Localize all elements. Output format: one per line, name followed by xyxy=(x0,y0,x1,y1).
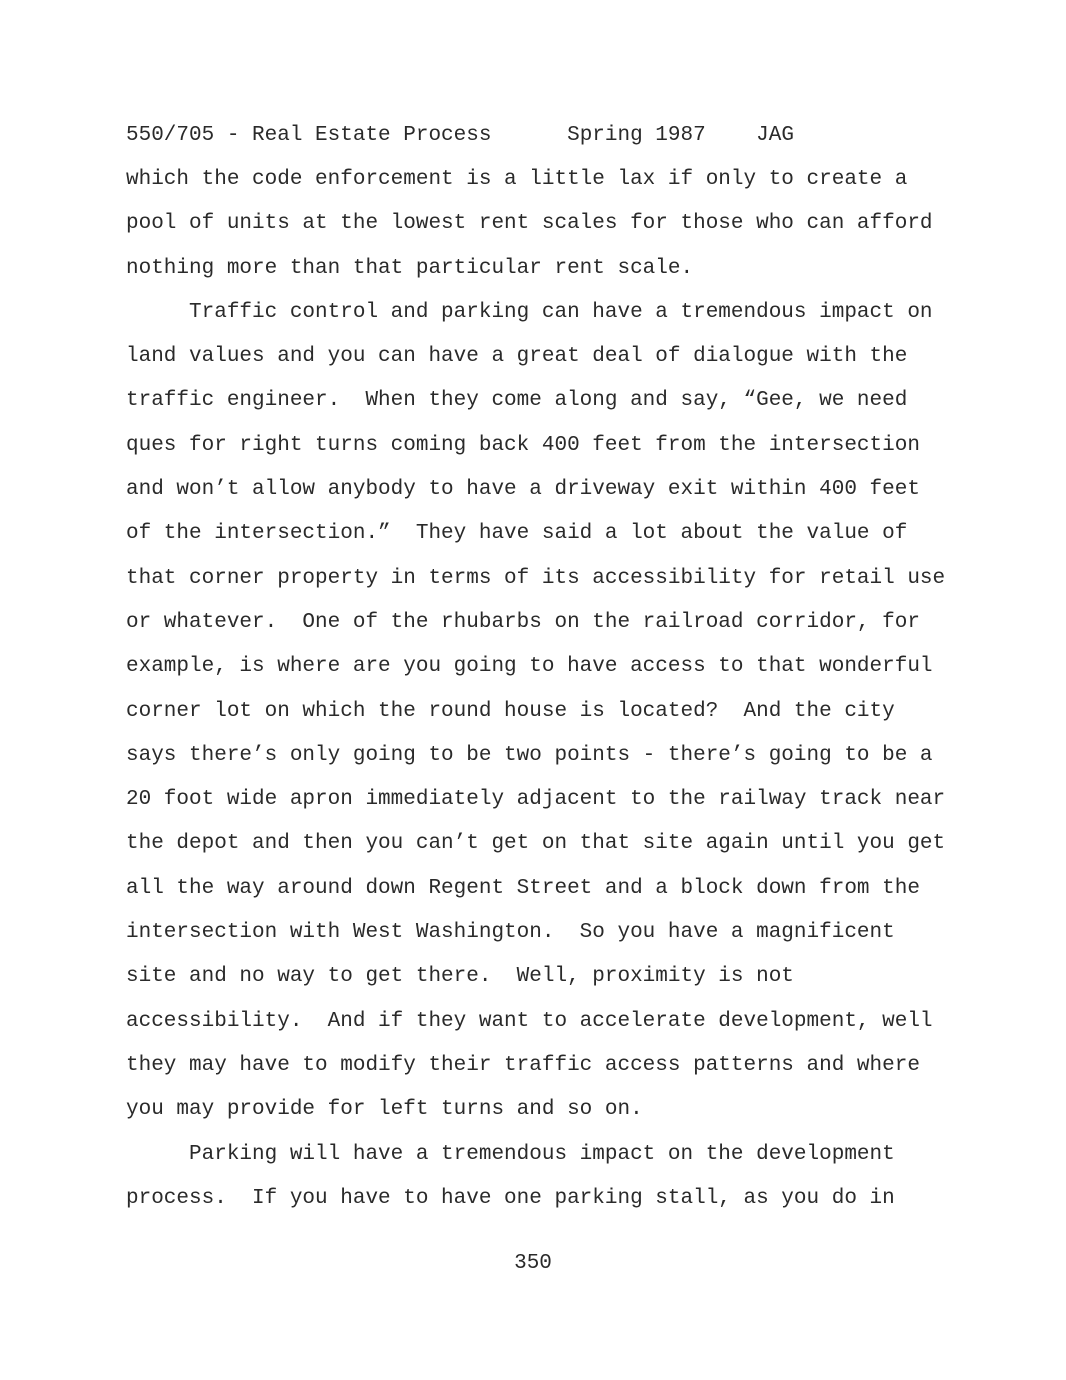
text-line: example, is where are you going to have access to that wonderful xyxy=(126,655,933,679)
text-line: ques for right turns coming back 400 feet from the intersection xyxy=(126,433,920,457)
text-line: nothing more than that particular rent scale. xyxy=(126,256,694,280)
text-line: they may have to modify their traffic access patterns and where xyxy=(126,1053,920,1077)
text-line: all the way around down Regent Street and a block down from the xyxy=(126,876,920,900)
header-term: Spring 1987 xyxy=(567,124,706,147)
text-line: corner lot on which the round house is located? And the city xyxy=(126,699,895,723)
text-line: pool of units at the lowest rent scales for those who can afford xyxy=(126,212,933,236)
text-line: that corner property in terms of its accessibility for retail use xyxy=(126,566,946,590)
text-line: Parking will have a tremendous impact on the development xyxy=(126,1142,895,1166)
text-line: or whatever. One of the rhubarbs on the railroad corridor, for xyxy=(126,610,920,634)
text-line: and won’t allow anybody to have a driveway exit within 400 feet xyxy=(126,478,920,502)
text-line: Traffic control and parking can have a tremendous impact on xyxy=(126,300,933,324)
text-line: 20 foot wide apron immediately adjacent to the railway track near xyxy=(126,788,946,812)
text-line: accessibility. And if they want to accelerate development, well xyxy=(126,1009,933,1033)
text-line: traffic engineer. When they come along and say, “Gee, we need xyxy=(126,389,908,413)
text-line: land values and you can have a great deal of dialogue with the xyxy=(126,345,908,369)
text-line: of the intersection.” They have said a lot about the value of xyxy=(126,522,908,546)
text-line: intersection with West Washington. So you have a magnificent xyxy=(126,921,895,945)
text-line: the depot and then you can’t get on that site again until you get xyxy=(126,832,946,856)
header-initials: JAG xyxy=(756,124,794,147)
text-line: you may provide for left turns and so on. xyxy=(126,1098,643,1122)
text-line: which the code enforcement is a little lax if only to create a xyxy=(126,168,908,191)
text-line: says there’s only going to be two points - there’s going to be a xyxy=(126,743,933,767)
text-line: process. If you have to have one parking stall, as you do in xyxy=(126,1186,895,1210)
running-header xyxy=(126,123,794,149)
page-number: 350 xyxy=(514,1252,552,1275)
body-text xyxy=(126,167,946,1230)
header-course: 550/705 - Real Estate Process xyxy=(126,124,492,147)
text-line: site and no way to get there. Well, proximity is not xyxy=(126,965,794,989)
